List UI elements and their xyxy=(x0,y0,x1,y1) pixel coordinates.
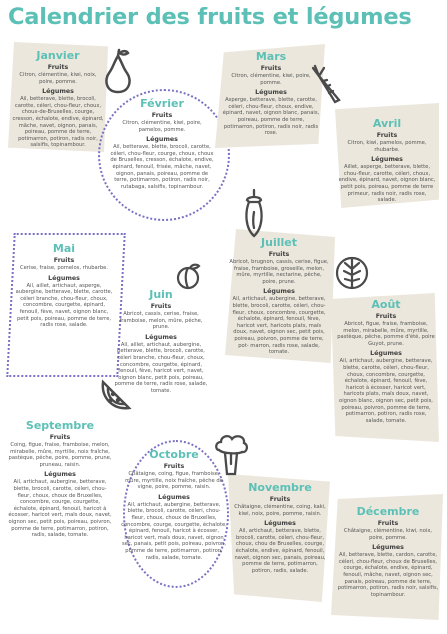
month-fevrier xyxy=(110,97,214,193)
vegetables-heading: Légumes xyxy=(370,350,402,358)
month-aout xyxy=(336,298,436,427)
vegetables-list: Ail, betterave, blette, brocoli, carotte, céleri, chou-fleur, choux, choux-de-Bruxelles, courge, cresson, échalote, endive, épinard, mâche, navet, oignon, panais, poireau, pomme de terre, potimarron, potiron, radis noir, salsifis, topinambour. xyxy=(12,96,104,149)
cabbage-icon xyxy=(334,255,370,291)
fruits-list: Citron, clémentine, kiwi, poire, pamelos, pomme. xyxy=(122,120,202,133)
month-name: Décembre xyxy=(356,505,420,518)
vegetables-heading: Légumes xyxy=(158,493,190,501)
fruits-heading: Fruits xyxy=(268,251,290,258)
vegetables-heading: Légumes xyxy=(145,333,177,341)
vegetables-list: Asperge, betterave, blette, carotte, céleri, chou-fleur, choux, endive, épinard, navet, oignon blanc, panais, poireau, pomme de terre, potimarron, potiron, radis noir, radis rose. xyxy=(222,97,320,137)
vegetables-list: Ail, artichaut, betterave, blette, brocoli, carotte, céleri, chou-fleur, choux, chou de Bruxelles, courge, échalote, endive, épinard, fenouil, navet, oignon sec, panais, poireau, pomme de terre, potimarron, potiron, radis, salade. xyxy=(234,528,326,574)
month-decembre xyxy=(336,505,440,601)
fruits-heading: Fruits xyxy=(150,303,172,310)
month-avril xyxy=(338,117,436,207)
fruits-list: Citron, clémentine, kiwi, poire, pomme. xyxy=(231,73,311,86)
vegetables-list: Ail, aillet, artichaut, aubergine, betterave, blette, brocoli, carotte, céleri branche, chou-fleur, choux, concombre, courgette, épinard, fenouil, fève, haricot vert, navet, oignon blanc, petit pois, poireau, pomme de terre, radis rose, salade, tomate. xyxy=(114,341,208,394)
vegetables-list: Ail, aillet, artichaut, asperge, aubergine, betterave, blette, carotte, céleri branche, chou-fleur, choux, concombre, courgette, épinard, fenouil, fève, navet, oignon blanc, petit pois, poireau, pomme de terre, radis rose, salade. xyxy=(15,282,113,329)
month-name: Avril xyxy=(372,117,402,130)
month-juillet xyxy=(229,236,329,359)
month-name: Août xyxy=(371,298,401,311)
month-name: Juillet xyxy=(261,236,297,249)
fruits-heading: Fruits xyxy=(47,64,69,71)
fruits-heading: Fruits xyxy=(260,65,282,72)
fruits-heading: Fruits xyxy=(53,257,75,264)
month-name: Février xyxy=(140,97,184,110)
vegetables-list: Aillet, asperge, betterave, blette, chou-fleur, carotte, céleri, choux, endive, épinard, navet, oignon blanc, petit pois, poireau, pomme de terre primeur, radis noir, radis rose, salade. xyxy=(338,164,436,204)
eggplant-icon xyxy=(242,188,266,240)
vegetables-heading: Légumes xyxy=(372,544,404,552)
fruits-list: Abricot, cassis, cerise, fraise, framboise, melon, mûre, pêche, prune. xyxy=(119,311,203,331)
month-octobre xyxy=(121,448,227,564)
fruits-list: Coing, figue, fraise, framboise, melon, mirabelle, mûre, myrtille, noix fraîche, pastèque, pêche, poire, pomme, prune, pruneau, raisin. xyxy=(8,442,112,468)
vegetables-list: Ail, betterave, blette, brocoli, carotte, céleri, chou-fleur, courge, choux, choux de Bruxelles, cresson, échalote, endive, épinard, fenouil, frisée, mâche, navet, oignon, panais, poireau, pomme de terre, potimarron, potiron, radis noir, rutabaga, salsifis, topinambour. xyxy=(110,144,214,190)
month-name: Novembre xyxy=(248,481,312,494)
fruits-heading: Fruits xyxy=(376,132,398,139)
vegetables-list: Ail, betterave, blette, cardon, carotte, céleri, chou-fleur, choux de Bruxelles, courge, échalote, endive, épinard, fenouil, mâche, navet, oignon sec, panais, poireau, pomme de terre, potimarron, potiron, radis noir, salsifis, topinambour. xyxy=(337,552,439,598)
page-title: Calendrier des fruits et légumes xyxy=(8,4,412,30)
fruits-heading: Fruits xyxy=(377,520,399,527)
month-novembre xyxy=(233,481,327,577)
month-name: Octobre xyxy=(149,448,199,461)
month-janvier xyxy=(12,49,104,152)
month-name: Mars xyxy=(255,50,287,63)
vegetables-heading: Légumes xyxy=(44,471,76,479)
month-name: Septembre xyxy=(25,419,95,432)
fruits-heading: Fruits xyxy=(151,112,173,119)
vegetables-list: Ail, artichaut, aubergine, betterave, blette, brocoli, carotte, céleri, chou-fleur, choux, concombre, courgette, échalote, épinard, fenouil, fève, haricot vert, haricots plats, maïs doux, navet, oignon sec, petit pois, poireau, poivron, pomme de terre, pot- marron, radis rose, salade, tomate. xyxy=(232,296,326,356)
vegetables-heading: Légumes xyxy=(264,520,296,528)
vegetables-heading: Légumes xyxy=(42,88,74,96)
apricot-icon xyxy=(175,262,203,290)
fruits-list: Cerise, fraise, pomelos, rhubarbe. xyxy=(19,265,109,271)
vegetables-heading: Légumes xyxy=(255,89,287,97)
fruits-list: Citron, kiwi, pamelos, pomme, rhubarbe. xyxy=(347,140,427,153)
fruits-list: Abricot, brugnon, cassis, cerise, figue, fraise, framboise, groseille, melon, mûre, myrtille, nectarine, pêche, poire, prune. xyxy=(229,259,329,285)
vegetables-list: Ail, artichaut, aubergine, betterave, blette, brocoli, carotte, céleri, chou- fleur, choux, choux de Bruxelles, concombre, courge, courgette, échalote, épinard, fenouil, haricot à écosser, haricot vert, maïs doux, navet, oignon sec, petit pois, poireau, poivron, pomme de terre, potimarron, potiron, radis, salade, tomate. xyxy=(8,479,112,539)
vegetables-heading: Légumes xyxy=(263,288,295,296)
fruits-list: Citron, clémentine, kiwi, noix, poire, pomme. xyxy=(19,72,97,85)
month-septembre xyxy=(8,419,112,542)
month-mai xyxy=(14,242,114,332)
fruits-list: Châtaigne, clémentine, kiwi, noix, poire, pomme. xyxy=(343,528,433,541)
vegetables-heading: Légumes xyxy=(48,274,80,282)
month-juin xyxy=(114,288,208,398)
month-name: Janvier xyxy=(36,49,80,62)
fruits-heading: Fruits xyxy=(163,463,185,470)
fruits-list: Châtaigne, coing, figue, framboise, mûre, myrtille, noix fraîche, pêche de vigne, poire, pomme, raisin. xyxy=(125,471,223,491)
month-mars xyxy=(222,50,320,140)
month-name: Juin xyxy=(149,288,173,301)
fruits-heading: Fruits xyxy=(49,434,71,441)
pear-icon xyxy=(101,48,135,96)
month-name: Mai xyxy=(52,242,76,255)
fruits-list: Abricot, figue, fraise, framboise, melon, mirabelle, mûre, myrtille, pastèque, pêche, pomme d'été, poire Guyot, prune. xyxy=(337,321,435,347)
vegetables-heading: Légumes xyxy=(146,136,178,144)
fruits-list: Châtaigne, clémentine, coing, kaki, kiwi, noix, poire, pomme, raisin. xyxy=(234,504,326,517)
fruits-heading: Fruits xyxy=(269,496,291,503)
vegetables-heading: Légumes xyxy=(371,156,403,164)
fruits-heading: Fruits xyxy=(375,313,397,320)
vegetables-list: Ail, artichaut, aubergine, betterave, blette, brocoli, carotte, céleri, chou-fleur, choux, choux de Bruxelles, concombre, courge, courgette, échalote, épinard, fenouil, haricot à écosser, haricot vert, maïs doux, navet, oignon sec, panais, petit pois, poireau, poivron, pomme de terre, potimarron, potiron, radis, salade, tomate. xyxy=(121,501,227,561)
vegetables-list: Ail, artichaut, aubergine, betterave, blette, carotte, céleri, chou-fleur, choux, concombre, courgette, échalote, épinard, fenouil, fève, haricot à écosser, haricot vert, haricots plats, maïs doux, navet, oignon blanc, oignon sec, petit pois, poireau, poivron, pomme de terre, potimarron, potiron, radis rose, salade, tomate. xyxy=(339,358,433,424)
